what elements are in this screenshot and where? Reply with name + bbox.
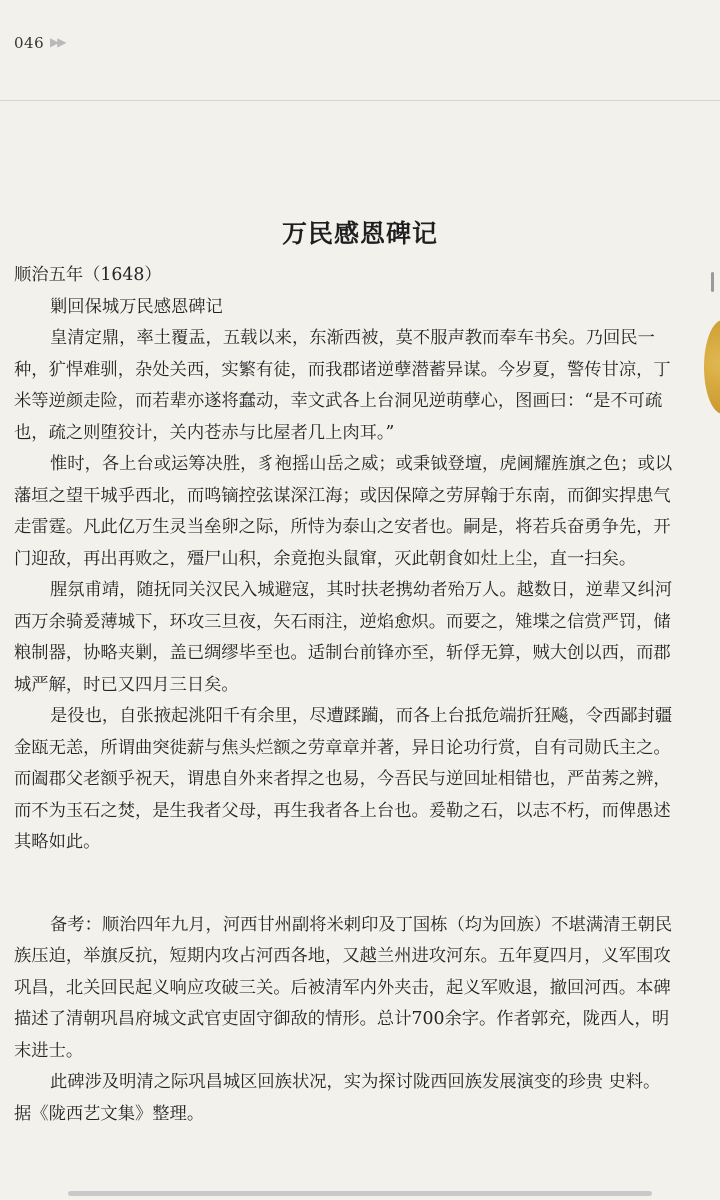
text-line: 门迎敌，再出再败之，殭尸山积，余竟抱头鼠窜，灭此朝食如灶上尘，直一扫矣。 <box>14 548 637 569</box>
article-title: 万民感恩碑记 <box>281 219 438 248</box>
page-number: 046 <box>14 34 45 52</box>
note-line: 据《陇西艺文集》整理。 <box>14 1103 205 1124</box>
scroll-indicator[interactable] <box>711 272 714 292</box>
text-line: 其略如此。 <box>14 832 101 852</box>
section-gap <box>14 859 704 910</box>
page-header <box>0 0 720 101</box>
note-line: 描述了清朝巩昌府城文武官吏固守御敌的情形。总计700余字。作者郭充，陇西人，明 <box>14 1009 670 1029</box>
text-line: 西万余骑爰薄城下，环攻三旦夜，矢石雨注，逆焰愈炽。而要之，雉堞之信赏严罚，储 <box>14 611 671 632</box>
article-body <box>14 260 704 1130</box>
text-line: 粮制器，协略夹剿，盖已绸缪毕至也。适制台前锋亦至，斩俘无算，贼大创以西，而郡 <box>14 643 671 663</box>
next-page-arrows-icon[interactable]: ▶▶ <box>50 35 65 49</box>
text-line: 金瓯无恙，所谓曲突徙薪与焦头烂额之劳章章并著，异日论功行赏，自有司勋氏主之。 <box>14 737 671 758</box>
date-line: 顺治五年（1648） <box>14 265 162 285</box>
note-line: 备考：顺治四年九月，河西甘州副将米剌印及丁国栋（均为回族）不堪满清王朝民 <box>50 914 673 935</box>
text-line: 而不为玉石之焚，是生我者父母，再生我者各上台也。爰勒之石，以志不朽，而俾愚述 <box>14 800 671 821</box>
inscription-subtitle: 剿回保城万民感恩碑记 <box>50 296 223 317</box>
text-line: 米等逆颜走险，而若辈亦遂将蠢动，幸文武各上台洞见逆萌孽心，图画曰：“是不可疏 <box>14 391 663 411</box>
text-line: 皇清定鼎，率土覆盂，五载以来，东渐西被，莫不服声教而奉车书矣。乃回民一 <box>50 328 655 348</box>
text-line: 腥氛甫靖，随抚同关汉民入城避寇，其时扶老携幼者殆万人。越数日，逆辈又纠河 <box>50 580 673 600</box>
note-line: 此碑涉及明清之际巩昌城区回族状况，实为探讨陇西回族发展演变的珍贵 史料。 <box>50 1072 661 1092</box>
note-line: 族压迫，举旗反抗，短期内攻占河西各地，又越兰州进攻河东。五年夏四月，义军围攻 <box>14 946 671 966</box>
note-line: 末进士。 <box>14 1040 84 1061</box>
text-line: 种，犷悍难驯，杂处关西，实繁有徒，而我郡诸逆孽潜蓄异谋。今岁夏，警传甘凉，丁 <box>14 359 671 380</box>
text-line: 是役也，自张掖起洮阳千有余里，尽遭蹂躏，而各上台抵危端折狂飚，令西鄙封疆 <box>50 706 673 726</box>
note-line: 巩昌，北关回民起义响应攻破三关。后被清军内外夹击，起义军败退，撤回河西。本碑 <box>14 977 671 998</box>
bookmark-tab[interactable] <box>704 320 720 414</box>
home-indicator-bar[interactable] <box>68 1191 652 1196</box>
text-line: 城严解，时已又四月三日矣。 <box>14 674 239 695</box>
text-line: 藩垣之望干城乎西北，而鸣镝控弦谋深江海；或因保障之劳屏翰于东南，而御实捍患气 <box>14 485 671 506</box>
text-line: 惟时，各上台或运筹决胜，豸袍摇山岳之威；或秉钺登壇，虎阃耀旌旗之色；或以 <box>50 454 673 474</box>
text-line: 走雷霆。凡此亿万生灵当垒卵之际，所恃为泰山之安者也。嗣是，将若兵奋勇争先，开 <box>14 517 671 537</box>
text-line: 而阖郡父老额乎祝天，谓患自外来者捍之也易，今吾民与逆回址相错也，严苗莠之辨， <box>14 769 671 789</box>
text-line: 也，疏之则堕狡计，关内苍赤与比屋者几上肉耳。” <box>14 422 395 443</box>
